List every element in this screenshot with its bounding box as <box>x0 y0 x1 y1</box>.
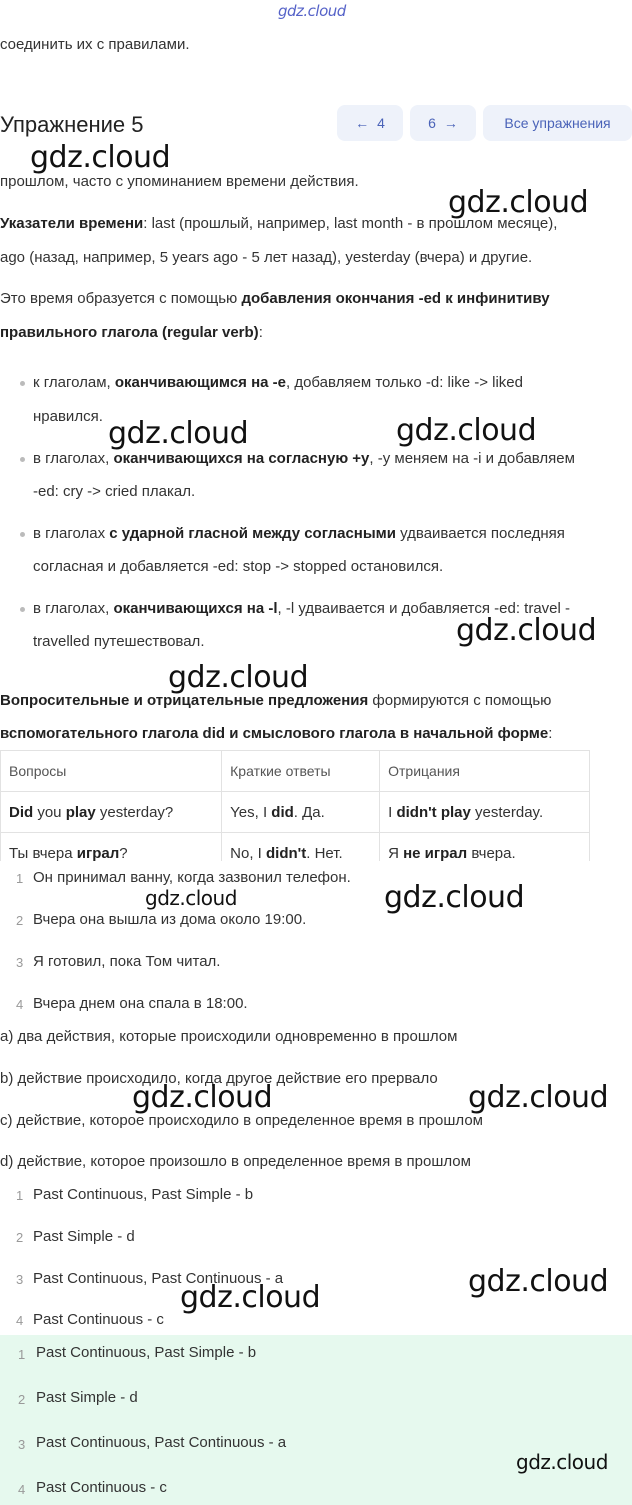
answer-item: Past Simple - d <box>33 1228 135 1245</box>
final-answer-item: Past Continuous, Past Continuous - a <box>36 1434 287 1451</box>
top-watermark: gdz.cloud <box>278 2 346 20</box>
rule-item-line2: -ed: cry -> cried плакал. <box>33 483 196 500</box>
watermark: gdz.cloud <box>384 880 525 915</box>
all-exercises-button[interactable]: Все упражнения <box>483 105 632 141</box>
table-header-row <box>1 751 590 792</box>
table-header: Отрицания <box>380 751 590 792</box>
bullet-dot <box>20 381 25 386</box>
theory-line: прошлом, часто с упоминанием времени действия. <box>0 173 359 190</box>
final-answer-item: Past Continuous - c <box>36 1479 167 1496</box>
watermark: gdz.cloud <box>468 1080 609 1115</box>
grammar-table <box>0 750 590 874</box>
rule-item-line2: нравился. <box>33 408 103 425</box>
watermark: gdz.cloud <box>468 1264 609 1299</box>
watermark: gdz.cloud <box>456 613 597 648</box>
sentence-item: Он принимал ванну, когда зазвонил телефон. <box>33 869 351 886</box>
watermark: gdz.cloud <box>108 416 249 451</box>
option-item: b) действие происходило, когда другое действие его прервало <box>0 1070 438 1087</box>
arrow-left-icon: ← <box>355 115 370 131</box>
answer-item: Past Continuous - c <box>33 1311 164 1328</box>
time-markers-text-2: ago (назад, например, 5 years ago - 5 лет назад), yesterday (вчера) и другие. <box>0 249 533 266</box>
watermark: gdz.cloud <box>396 413 537 448</box>
watermark: gdz.cloud <box>168 660 309 695</box>
table-cell: Я не играл вчера. <box>380 833 590 874</box>
item-number: 4 <box>16 1313 24 1328</box>
page-title: Упражнение 5 <box>0 112 144 137</box>
item-number: 4 <box>18 1482 26 1497</box>
prev-exercise-button[interactable]: ← 4 <box>337 105 403 141</box>
table-row <box>1 792 590 833</box>
bullet-dot <box>20 457 25 462</box>
watermark: gdz.cloud <box>180 1280 321 1315</box>
rule-item: в глаголах, оканчивающихся на согласную +y, -y меняем на -i и добавляем <box>33 450 575 467</box>
item-number: 2 <box>18 1392 26 1407</box>
item-number: 2 <box>16 913 24 928</box>
item-number: 4 <box>16 997 24 1012</box>
final-answer-item: Past Continuous, Past Simple - b <box>36 1344 257 1361</box>
watermark: gdz.cloud <box>145 886 237 910</box>
option-item: a) два действия, которые происходили одновременно в прошлом <box>0 1028 458 1045</box>
rule-item: в глаголах с ударной гласной между согласными удваивается последняя <box>33 525 565 542</box>
watermark: gdz.cloud <box>448 185 589 220</box>
option-item: c) действие, которое происходило в определенное время в прошлом <box>0 1112 483 1129</box>
option-item: d) действие, которое произошло в определенное время в прошлом <box>0 1153 471 1170</box>
arrow-right-icon: → <box>443 115 458 131</box>
sentence-item: Вчера днем она спала в 18:00. <box>33 995 248 1012</box>
questions-text: Вопросительные и отрицательные предложения формируются с помощью <box>0 692 552 709</box>
table-cell: Did you play yesterday? <box>1 792 222 833</box>
item-number: 3 <box>16 955 24 970</box>
sentence-item: Я готовил, пока Том читал. <box>33 953 221 970</box>
answer-item: Past Continuous, Past Continuous - a <box>33 1270 284 1287</box>
item-number: 3 <box>18 1437 26 1452</box>
time-markers-text: Указатели времени: last (прошлый, например, last month - в прошлом месяце), <box>0 215 558 232</box>
item-number: 1 <box>16 1188 24 1203</box>
watermark: gdz.cloud <box>516 1450 608 1474</box>
table-cell: Yes, I did. Да. <box>222 792 380 833</box>
table-cell: Ты вчера играл? <box>1 833 222 874</box>
questions-text-2: вспомогательного глагола did и смыслового глагола в начальной форме: <box>0 725 553 742</box>
table-cell: I didn't play yesterday. <box>380 792 590 833</box>
item-number: 3 <box>16 1272 24 1287</box>
watermark: gdz.cloud <box>132 1080 273 1115</box>
item-number: 2 <box>16 1230 24 1245</box>
table-header: Вопросы <box>1 751 222 792</box>
rule-item-line2: travelled путешествовал. <box>33 633 205 650</box>
next-exercise-button[interactable]: 6 → <box>410 105 476 141</box>
formation-text: Это время образуется с помощью добавления окончания -ed к инфинитиву <box>0 290 550 307</box>
intro-text: соединить их с правилами. <box>0 36 190 53</box>
sentence-item: Вчера она вышла из дома около 19:00. <box>33 911 307 928</box>
final-answer-item: Past Simple - d <box>36 1389 138 1406</box>
answer-item: Past Continuous, Past Simple - b <box>33 1186 254 1203</box>
item-number: 1 <box>16 871 24 886</box>
formation-text-2: правильного глагола (regular verb): <box>0 324 263 341</box>
bullet-dot <box>20 607 25 612</box>
watermark: gdz.cloud <box>30 140 171 175</box>
rule-item-line2: согласная и добавляется -ed: stop -> stopped остановился. <box>33 558 444 575</box>
bullet-dot <box>20 532 25 537</box>
table-cell: No, I didn't. Нет. <box>222 833 380 874</box>
item-number: 1 <box>18 1347 26 1362</box>
rule-item: в глаголах, оканчивающихся на -l, -l удваивается и добавляется -ed: travel - <box>33 600 571 617</box>
table-header: Краткие ответы <box>222 751 380 792</box>
rule-item: к глаголам, оканчивающимся на -e, добавляем только -d: like -> liked <box>33 374 523 391</box>
